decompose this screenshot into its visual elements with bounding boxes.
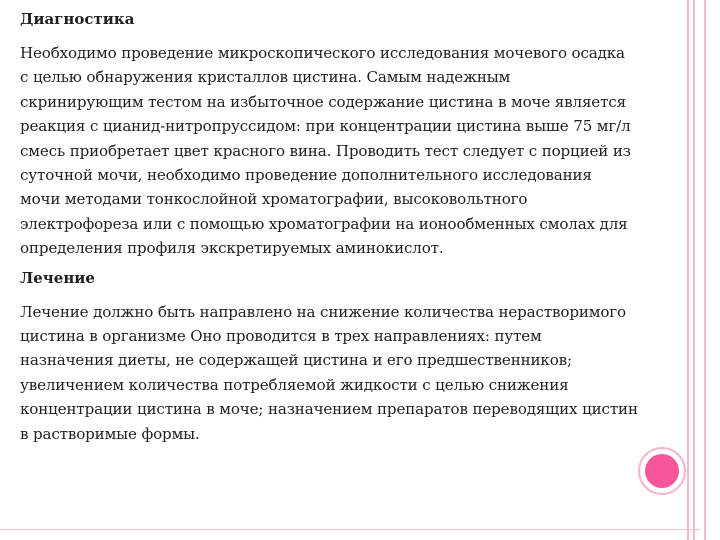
- text-line: суточной мочи, необходимо проведение дополнительного исследования: [20, 166, 592, 185]
- text-line: увеличением количества потребляемой жидкости с целью снижения: [20, 375, 569, 394]
- bottom-rule: [0, 529, 700, 530]
- text-line: назначения диеты, не содержащей цистина и его предшественников;: [20, 351, 572, 370]
- text-line: цистина в организме Оно проводится в трех направлениях: путем: [20, 327, 542, 346]
- decorative-stripe: [693, 0, 695, 540]
- decorative-stripe: [687, 0, 689, 540]
- text-line: скринирующим тестом на избыточное содержание цистина в моче является: [20, 92, 626, 111]
- text-line: определения профиля экскретируемых аминокислот.: [20, 239, 444, 258]
- slide-content: [20, 7, 680, 451]
- text-line: реакция с цианид-нитропруссидом: при концентрации цистина выше 75 мг/л: [20, 117, 631, 136]
- section-heading-treatment: Лечение: [20, 268, 95, 287]
- text-line: с целью обнаружения кристаллов цистина. Самым надежным: [20, 68, 511, 87]
- treatment-paragraph: [20, 300, 680, 446]
- text-line: концентрации цистина в моче; назначением препаратов переводящих цистин: [20, 400, 638, 419]
- decorative-stripe: [704, 0, 706, 540]
- text-line: мочи методами тонкослойной хроматографии, высоковольтного: [20, 190, 528, 209]
- text-line: в растворимые формы.: [20, 424, 200, 443]
- text-line: Необходимо проведение микроскопического исследования мочевого осадка: [20, 44, 625, 62]
- section-heading-diagnostics: Диагностика: [20, 10, 135, 28]
- text-line: смесь приобретает цвет красного вина. Проводить тест следует с порцией из: [20, 141, 631, 160]
- text-line: Лечение должно быть направлено на снижение количества нерастворимого: [20, 302, 626, 321]
- text-line: электрофореза или с помощью хроматографии на ионообменных смолах для: [20, 214, 628, 233]
- diagnostics-paragraph: [20, 41, 680, 261]
- decorative-circle-icon: [645, 454, 679, 488]
